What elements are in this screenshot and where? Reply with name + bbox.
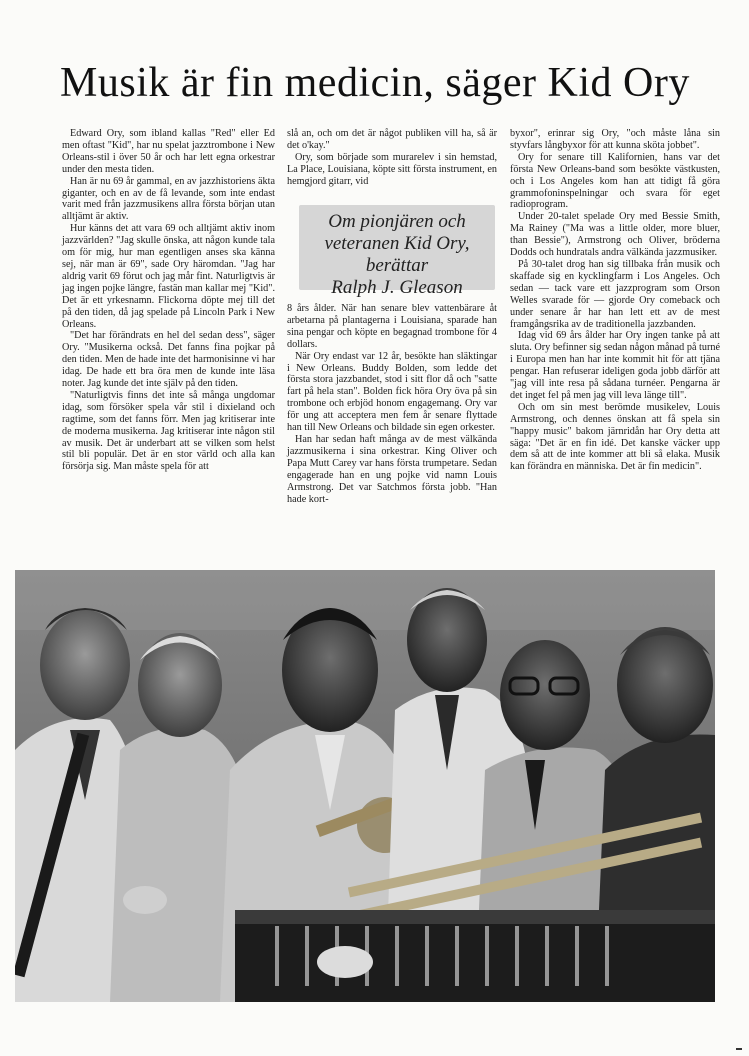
- paragraph: Under 20-talet spelade Ory med Bessie Smith, Ma Rainey ("Ma was a little older, more bluer, than Bessie"), Armstrong och Oliver, bröderna Dodds och hundratals andra välkända jazzmusiker.: [510, 211, 720, 259]
- paragraph: När Ory endast var 12 år, besökte han släktingar i New Orleans. Buddy Bolden, som ledde det första stora jazzbandet, stod i sitt flor då och "satte fart på hela stan". Bolden fick höra Ory öva på sin trombone och erbjöd honom engagemang. Ory var för ung att acceptera men fem år senare flyttade han till New Orleans och bildade sin egen orkester.: [287, 350, 497, 434]
- band-photo-icon: [15, 570, 715, 1002]
- article-headline: Musik är fin medicin, säger Kid Ory: [60, 60, 690, 106]
- paragraph: slå an, och om det är något publiken vill ha, så är det o'kay.": [287, 128, 497, 151]
- paragraph: "Naturligtvis finns det inte så många ungdomar idag, som försöker spela vår stil i dixieland och ragtime, som det fanns förr. Men jag kritiserar inte de moderna musikerna. Jag kritiserar inte någon stil av musik. Det är underbart att se vilken som helst stil bli populär. Det är en stor värld och alla kan försörja sig. Man måste spela för att: [62, 389, 275, 473]
- article-column-2-bottom: [287, 303, 497, 505]
- paragraph: Idag vid 69 års ålder har Ory ingen tanke på att sluta. Ory befinner sig sedan någon månad på turné i Europa men han har inte kommit hit för att tjäna pengar. Han refuserar ideligen goda jobb därför att "jag vill inte resa på sådana turnéer. Pengarna är det inget fel på men jag vill leva länge till".: [510, 330, 720, 401]
- paragraph: Och om sin mest berömde musikelev, Louis Armstrong, och dennes önskan att få spela sin "happy music" bakom järnridån har Ory detta att säga: "Det är en fin idé. Det kanske väcker upp dem så att de inte kommer att bli så elaka. Musik kan förändra en människa. Det är fin medicin".: [510, 401, 720, 473]
- paragraph: Ory, som började som murarelev i sin hemstad, La Place, Louisiana, köpte sitt första instrument, en hemgjord gitarr, vid: [287, 151, 497, 187]
- pull-quote-line: Om pionjären och: [328, 211, 466, 232]
- article-column-2-top: [287, 128, 497, 188]
- pull-quote-line: Ralph J. Gleason: [331, 277, 463, 298]
- paragraph: 8 års ålder. När han senare blev vattenbärare åt arbetarna på plantagerna i Louisiana, sparade han sina pengar och köpte en begagnad trombone för 4 dollars.: [287, 303, 497, 350]
- pull-quote-box: [299, 205, 495, 298]
- paragraph: byxor", erinrar sig Ory, "och måste låna sin styvfars långbyxor för att kunna sköta jobbet".: [510, 128, 720, 151]
- paragraph: Han är nu 69 år gammal, en av jazzhistoriens äkta giganter, och en av de få levande, som inte endast varit med från jazzmusikens allra första början utan alltjämt är aktiv.: [62, 175, 275, 223]
- article-column-1: [62, 128, 275, 473]
- paragraph: Hur känns det att vara 69 och alltjämt aktiv inom jazzvärlden? "Jag skulle önska, att någon kunde tala om för mig, hur man egentligen anses ska känna sej, när man är 69", sade Ory häromdan. "Jag har aldrig varit 69 förut och jag mår fint. Naturligtvis är jag ingen pojke längre, fastän man kallar mej "Kid". Det är ett yrkesnamn. Flickorna döpte mej till det på den tiden, då jag spelade på Lincoln Park i New Orleans.: [62, 223, 275, 330]
- paragraph: Ory for senare till Kalifornien, hans var det första New Orleans-band som besökte västkusten, och i Los Angeles kom han att tidigt få göra grammofoninspelningar och svara för eget radioprogram.: [510, 151, 720, 211]
- paragraph: Han har sedan haft många av de mest välkända jazzmusikerna i sina orkestrar. King Oliver och Papa Mutt Carey var hans första trumpetare. Sedan engagerade han en ung pojke vid namn Louis Armstrong. Det var Satchmos första jobb. "Han hade kort-: [287, 433, 497, 505]
- page-mark: [736, 1048, 742, 1050]
- paragraph: Edward Ory, som ibland kallas "Red" eller Ed men oftast "Kid", har nu spelat jazztrombone i New Orleans-stil i över 50 år och har lett egna orkestrar under den mesta tiden.: [62, 128, 275, 175]
- paragraph: På 30-talet drog han sig tillbaka från musik och skaffade sig en kycklingfarm i Los Angeles. Och sedan — tack vare ett jazzprogram som Orson Welles svarade för — gjorde Ory comeback och under senare år har han lett ett av de mest framgångsrika av de traditionella jazzbanden.: [510, 258, 720, 330]
- article-column-3: [510, 128, 720, 473]
- pull-quote-line: veteranen Kid Ory, berättar: [324, 233, 470, 276]
- paragraph: "Det har förändrats en hel del sedan dess", säger Ory. "Musikerna också. Det fanns fina pojkar på den tiden. Men de hade inte det harmonisinne vi har idag. De hade ett bra öra men de kunde inte läsa noter. Jag kunde det inte själv på den tiden.: [62, 330, 275, 390]
